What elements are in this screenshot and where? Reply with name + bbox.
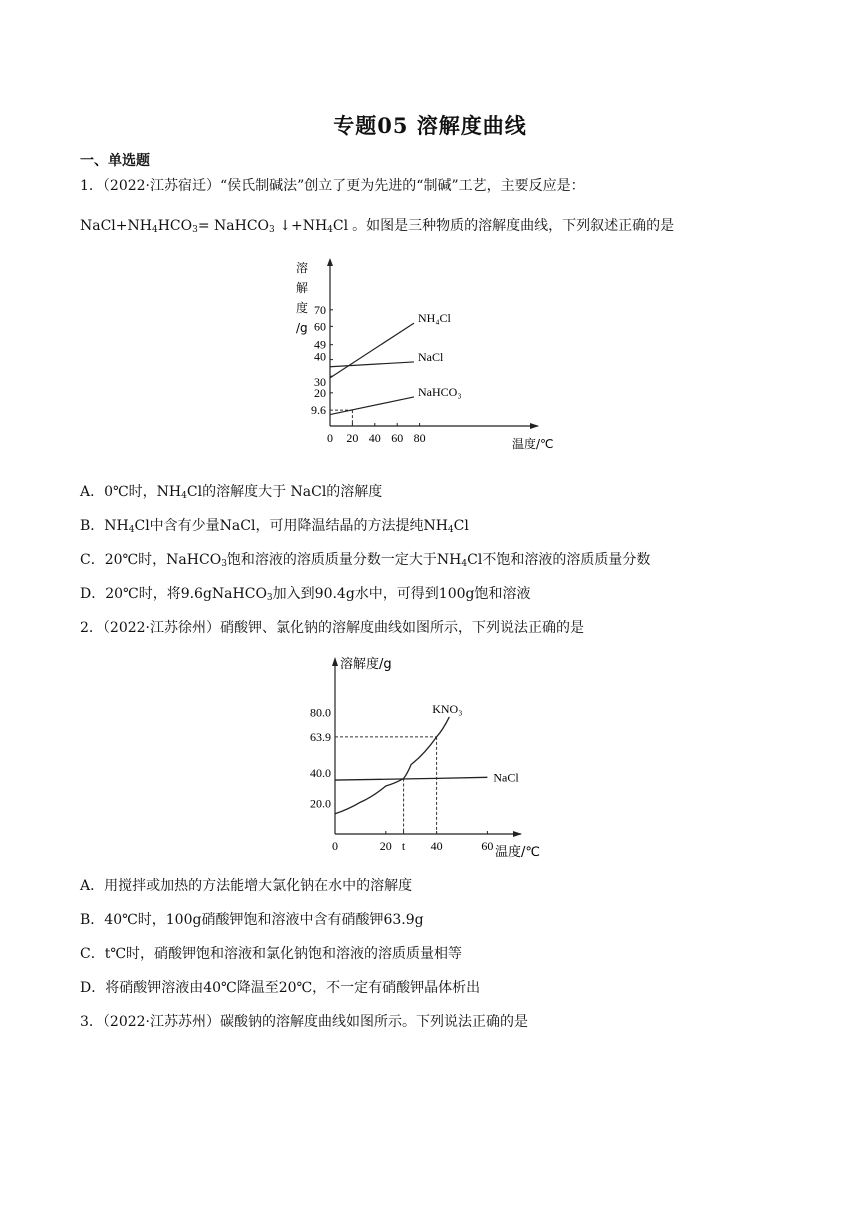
y-tick-label: 9.6 xyxy=(311,403,326,418)
chart-1-solubility xyxy=(290,250,580,470)
x-tick-label: 20 xyxy=(346,431,359,445)
y-tick-label: 20.0 xyxy=(310,796,331,811)
q2-option-c: C．t℃时，硝酸钾饱和溶液和氯化钠饱和溶液的溶质质量相等 xyxy=(80,946,462,962)
x-tick-label: 60 xyxy=(391,431,404,445)
x-tick-label: 40 xyxy=(368,431,381,445)
y-tick-label: 20 xyxy=(314,385,326,400)
y-axis-label-char: 解 xyxy=(296,281,309,295)
x-tick-label: 0 xyxy=(332,839,338,853)
page-title: 专题05 溶解度曲线 xyxy=(333,113,527,138)
y-axis-arrow xyxy=(332,657,338,666)
y-tick-label: 63.9 xyxy=(310,729,331,744)
series-line-nacl xyxy=(330,362,414,367)
q1-option-c: C．20℃时，NaHCO$_3$饱和溶液的溶质质量分数一定大于$NH_4Cl$不饱和溶液的溶质质量分数 xyxy=(80,552,651,569)
series-line-nacl xyxy=(335,777,487,780)
y-tick-label: 60 xyxy=(314,319,326,334)
q2-option-d: D．将硝酸钾溶液由40℃降温至20℃，不一定有硝酸钾晶体析出 xyxy=(80,980,481,996)
x-tick-label: 0 xyxy=(327,431,333,445)
series-label-nahco: NaHCO₃ xyxy=(418,384,462,399)
x-tick-label: 60 xyxy=(481,839,494,853)
q1-option-a: A．0℃时，$NH_4Cl$的溶解度大于 NaCl的溶解度 xyxy=(80,484,383,501)
x-axis-arrow xyxy=(513,831,522,837)
q3-stem: 3．（2022·江苏苏州）碳酸钠的溶解度曲线如图所示。下列说法正确的是 xyxy=(80,1014,528,1030)
q2-stem: 2．（2022·江苏徐州）硝酸钾、氯化钠的溶解度曲线如图所示，下列说法正确的是 xyxy=(80,620,584,636)
x-tick-label: 20 xyxy=(379,839,392,853)
y-axis-label-char: 度 xyxy=(296,301,309,315)
y-tick-label: 49 xyxy=(314,337,326,352)
y-axis-label-char: 溶 xyxy=(296,261,309,275)
series-label-nacl: NaCl xyxy=(493,770,519,785)
series-label-nacl: NaCl xyxy=(418,349,444,364)
section-heading: 一、单选题 xyxy=(80,153,150,169)
x-tick-label: 80 xyxy=(413,431,426,445)
y-axis-arrow xyxy=(327,258,333,266)
chart-2-solubility xyxy=(295,648,565,866)
y-tick-label: 40.0 xyxy=(310,766,331,781)
y-tick-label: 80.0 xyxy=(310,705,331,720)
q1-equation: $NaCl+NH_4HCO_3=$ NaHCO$_3$ $↓+NH_4Cl$ xyxy=(80,218,349,235)
y-tick-label: 30 xyxy=(314,375,326,390)
series-label-kno: KNO₃ xyxy=(432,701,463,716)
x-axis-label: 温度/℃ xyxy=(495,845,540,860)
x-tick-label: 40 xyxy=(430,839,443,853)
y-axis-label-char: /g xyxy=(296,321,308,335)
q1-option-b: B．$NH_4Cl$中含有少量NaCl，可用降温结晶的方法提纯$NH_4Cl$ xyxy=(80,518,469,535)
q1-stem-line2: $NaCl+NH_4HCO_3=$ NaHCO$_3$ $↓+NH_4Cl$ 。如图是三种物质的溶解度曲线，下列叙述正确的是 xyxy=(80,218,675,235)
q2-option-a: A．用搅拌或加热的方法能增大氯化钠在水中的溶解度 xyxy=(80,878,413,894)
q1-stem-line1: 1．（2022·江苏宿迁）“侯氏制碱法”创立了更为先进的“制碱”工艺，主要反应是： xyxy=(80,178,585,194)
y-axis-label: 溶解度/g xyxy=(340,657,392,672)
y-tick-label: 70 xyxy=(314,302,326,317)
x-axis-label: 温度/℃ xyxy=(512,437,554,451)
q2-option-b: B．40℃时，100g硝酸钾饱和溶液中含有硝酸钾63.9g xyxy=(80,912,424,928)
y-tick-label: 40 xyxy=(314,349,326,364)
series-label-nh-cl: NH₄Cl xyxy=(418,311,451,326)
x-axis-arrow xyxy=(530,423,539,429)
series-line-nahco xyxy=(330,397,414,415)
x-tick-label: t xyxy=(401,839,406,853)
series-line-kno xyxy=(335,717,449,814)
q1-option-d: D．20℃时，将9.6gNaHCO$_3$加入到90.4g水中，可得到100g饱和溶液 xyxy=(80,586,531,603)
series-line-nh-cl xyxy=(330,323,414,378)
